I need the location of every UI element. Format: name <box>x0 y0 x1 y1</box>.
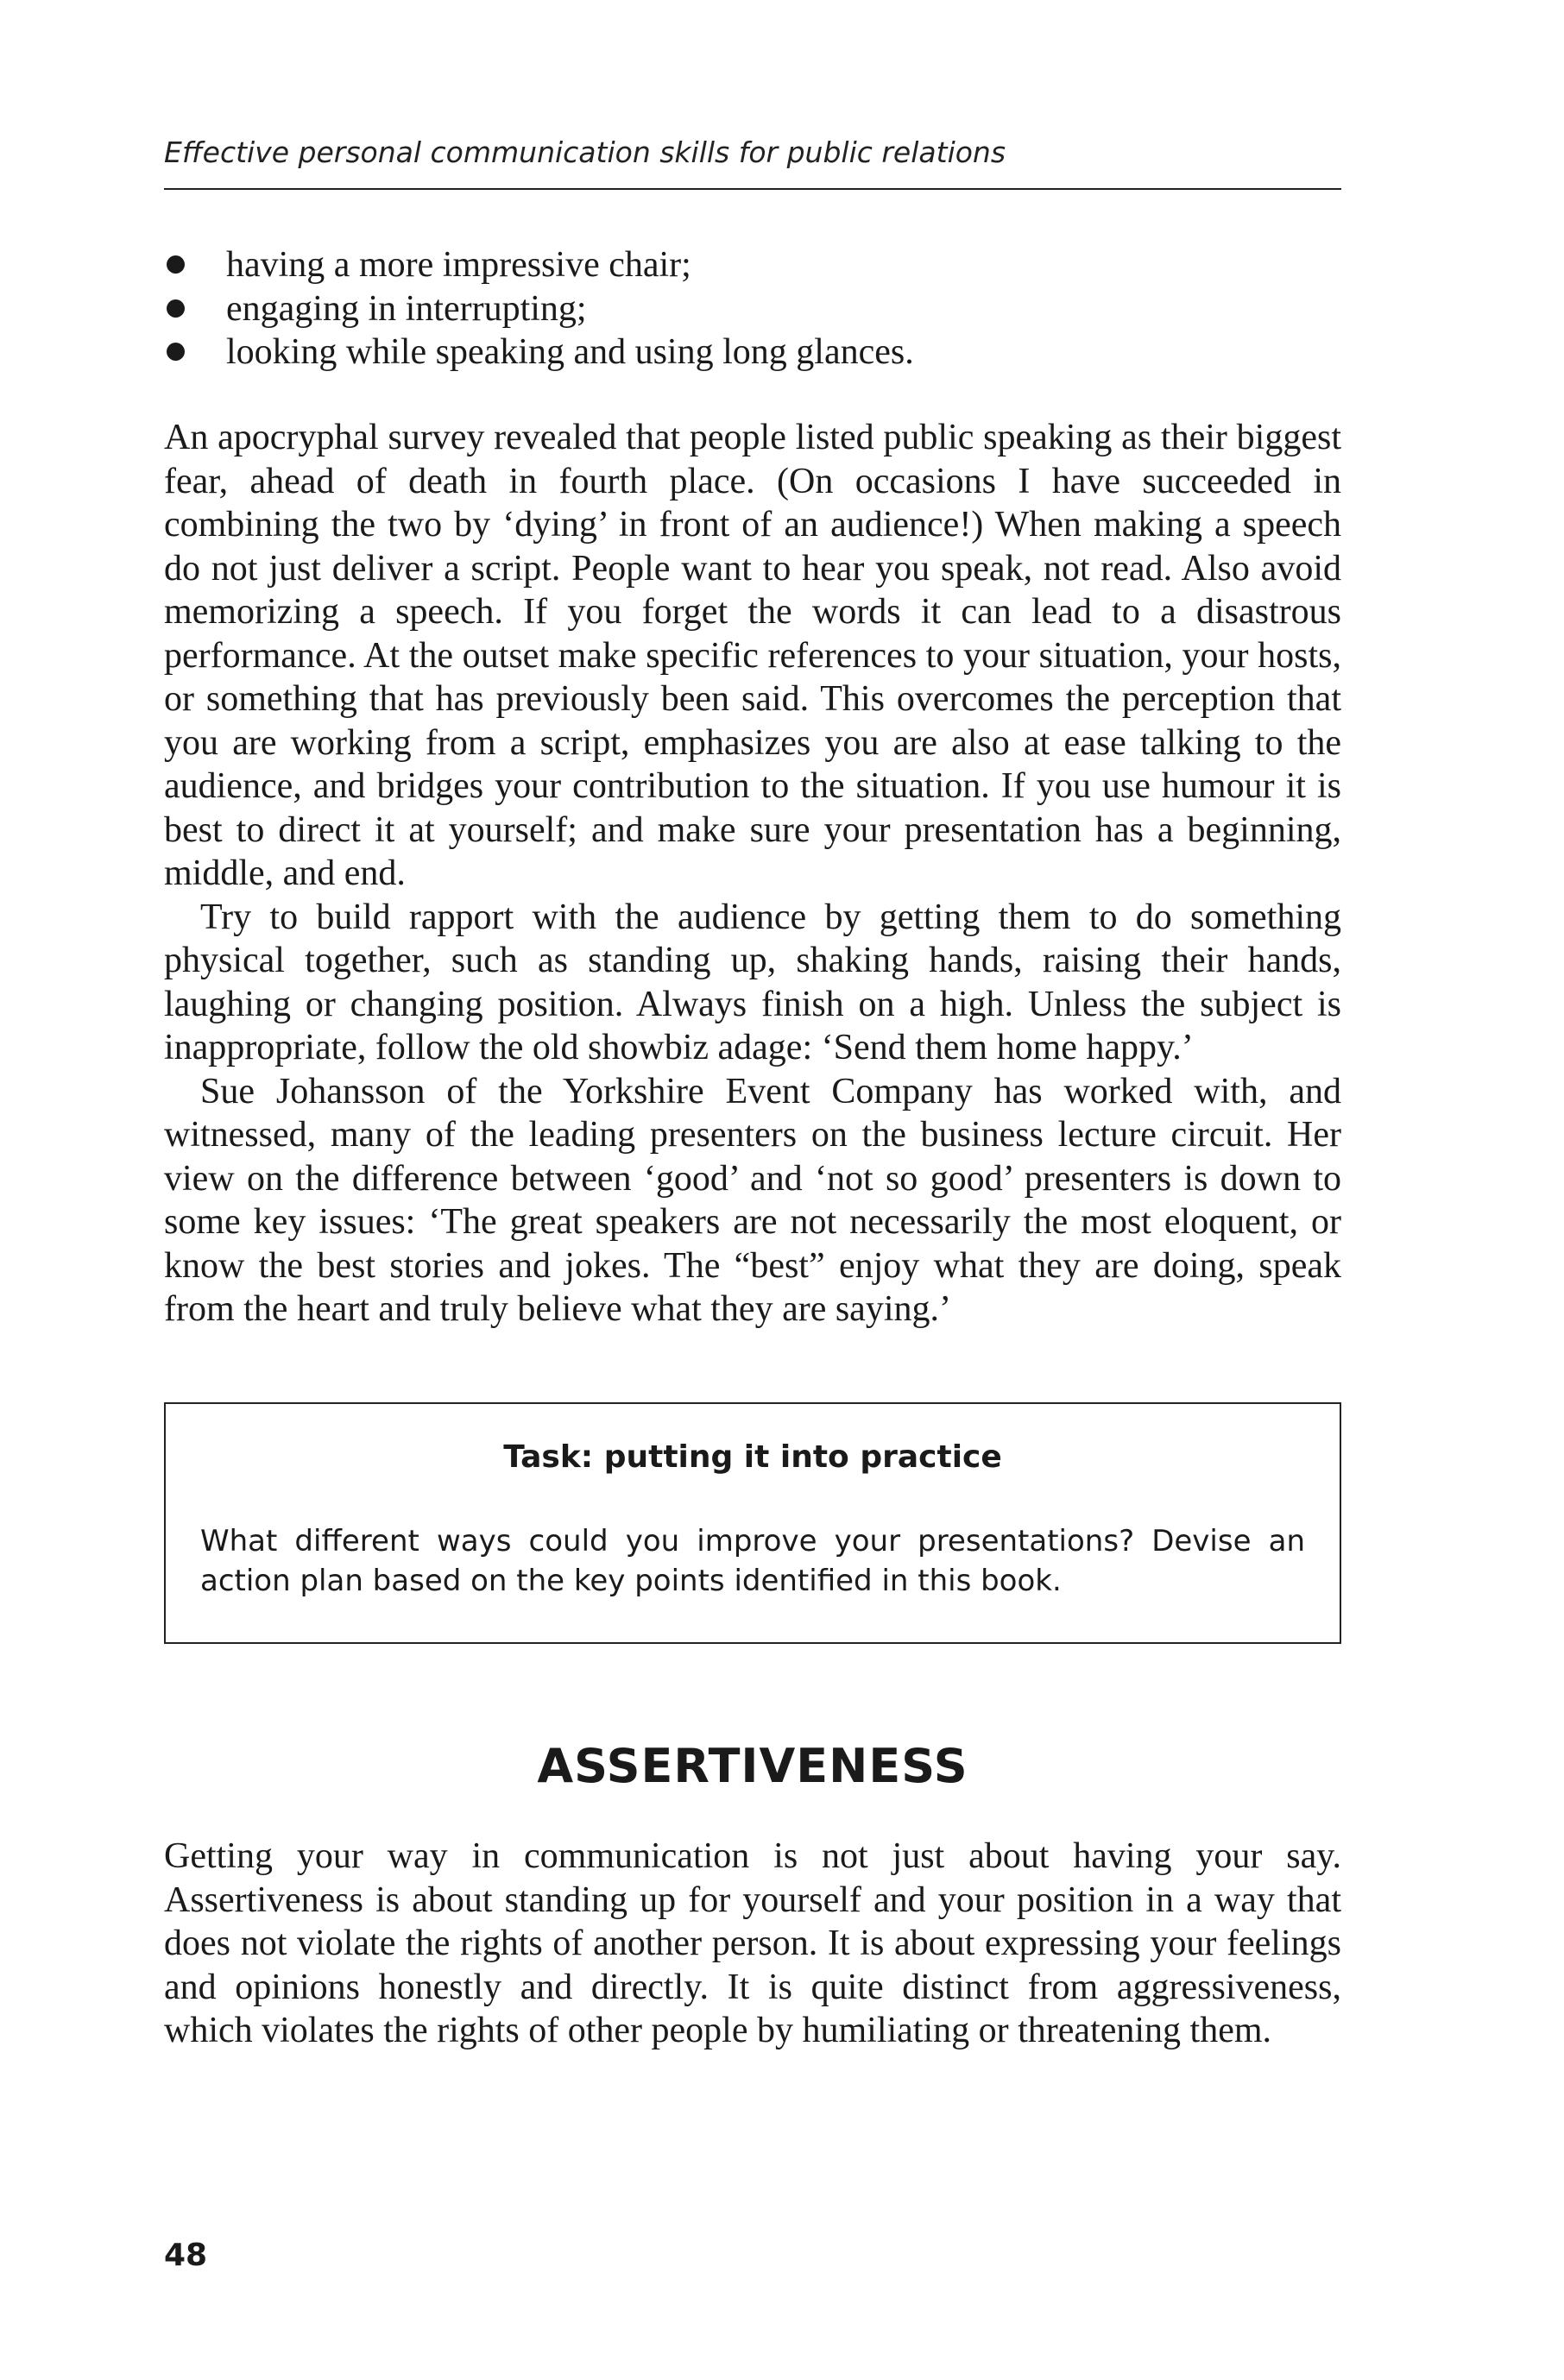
page-number: 48 <box>164 2238 208 2273</box>
bullet-text: having a more impressive chair; <box>226 245 691 285</box>
paragraph: An apocryphal survey revealed that people listed public speaking as their biggest fear, ahead of death in fourth place. (On occasions I have succeeded in combining the two by ‘dying’ in front of an audience!) When making a speech do not just deliver a script. People want to hear you speak, not read. Also avoid memorizing a speech. If you forget the words it can lead to a disastrous performance. At the outset make specific references to your situation, your hosts, or something that has previously been said. This overcomes the perception that you are working from a script, emphasizes you are also at ease talking to the audience, and bridges your contribution to the situation. If you use humour it is best to direct it at yourself; and make sure your presentation has a beginning, middle, and end. <box>164 418 1341 893</box>
bullet-icon <box>167 255 185 274</box>
running-head: Effective personal communication skills for public relations <box>164 135 1006 169</box>
bullet-item <box>164 287 1341 331</box>
bullet-item <box>164 243 1341 287</box>
section-body <box>164 1835 1341 2053</box>
section-heading: ASSERTIVENESS <box>537 1739 968 1793</box>
task-box <box>164 1402 1341 1644</box>
paragraph: Sue Johansson of the Yorkshire Event Company has worked with, and witnessed, many of the leading presenters on the business lecture circuit. Her view on the difference between ‘good’ and ‘not so good’ presenters is down to some key issues: ‘The great speakers are not necessarily the most eloquent, or know the best stories and jokes. The “best” enjoy what they are doing, speak from the heart and truly believe what they are saying.’ <box>164 1071 1341 1329</box>
task-text: What different ways could you improve your presentations? Devise an action plan based on the key points identified in this book. <box>200 1524 1305 1598</box>
bullet-text: engaging in interrupting; <box>226 288 587 329</box>
paragraph: Try to build rapport with the audience by getting them to do something physical together, such as standing up, shaking hands, raising their hands, laughing or changing position. Always finish on a high. Unless the subject is inappropriate, follow the old showbiz adage: ‘Send them home happy.’ <box>164 897 1341 1067</box>
bullet-item <box>164 331 1341 375</box>
bullet-icon <box>167 299 185 318</box>
body-text <box>164 416 1341 1332</box>
task-title: Task: putting it into practice <box>503 1439 1002 1475</box>
paragraph: Getting your way in communication is not just about having your say. Assertiveness is about standing up for yourself and your position in a way that does not violate the rights of another person. It is about expressing your feelings and opinions honestly and directly. It is quite distinct from aggressiveness, which violates the rights of other people by humiliating or threatening them. <box>164 1836 1341 2050</box>
bullet-icon <box>167 343 185 361</box>
bullet-text: looking while speaking and using long glances. <box>226 332 914 372</box>
bullet-list <box>164 243 1341 375</box>
header-rule <box>164 188 1341 190</box>
